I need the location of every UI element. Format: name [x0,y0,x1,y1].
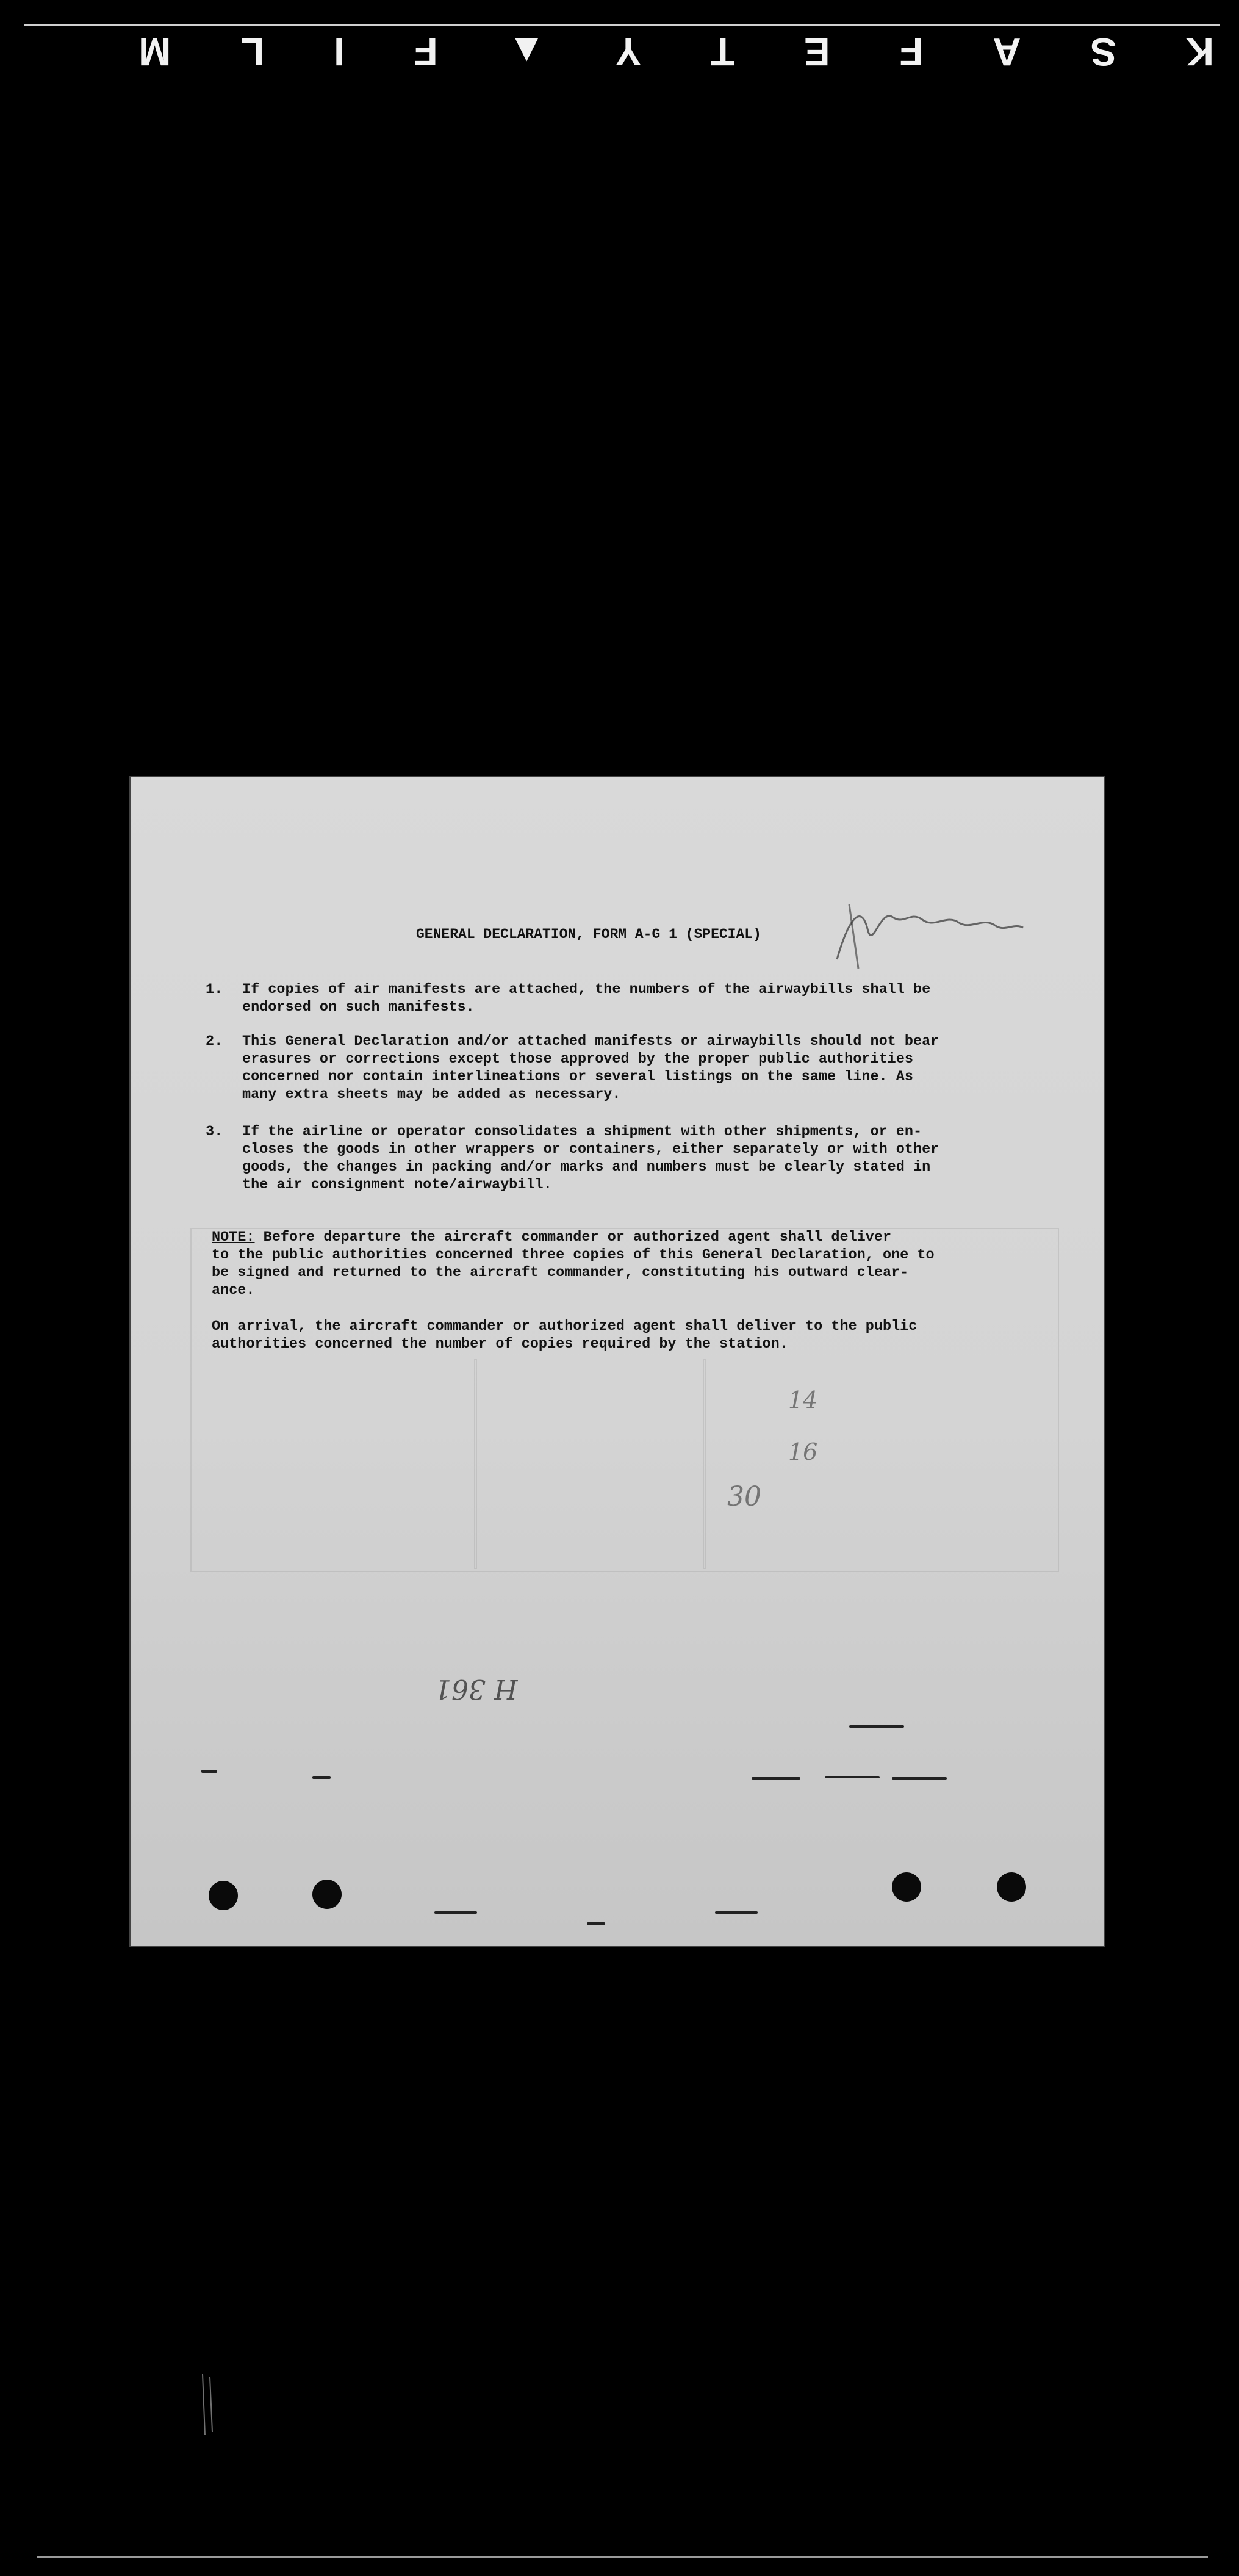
film-scratch [196,2374,221,2435]
scan-speck [587,1922,605,1925]
film-marking: K [1185,30,1214,74]
document-page [129,776,1105,1947]
item-text: If copies of air manifests are attached, the numbers of the airwaybills shall be endorsed on such manifests. [242,981,931,1016]
film-marking: T [711,30,735,74]
film-edge-line [24,24,1220,26]
item-text: If the airline or operator consolidates a shipment with other shipments, or en- closes the goods in other wrappers or containers, either separately or with other goods, the changes in packing and/or marks and numbers must be clearly stated in the air consignment note/airwaybill. [242,1124,939,1193]
scan-speck [312,1776,331,1779]
item-number: 3. [206,1124,223,1140]
show-through-rule [474,1359,477,1569]
note-label: NOTE: [212,1229,255,1246]
item-number: 2. [206,1033,223,1050]
note-text: Before departure the aircraft commander or authorized agent shall deliver to the public authorities concerned three copies of this General Declaration, one to be signed and returned to the aircraft commander, constituting his outward clear- ance. [212,1229,935,1299]
film-marking: Y [615,30,642,74]
punch-hole [209,1881,238,1910]
item-text: This General Declaration and/or attached manifests or airwaybills should not bear erasures or corrections except those approved by the proper public authorities concerned nor contain interlineations or several listings on the same line. As many extra sheets may be added as necessary. [242,1033,939,1103]
film-marking: ▲ [507,30,546,74]
scan-speck [849,1725,904,1728]
film-edge [0,0,1239,79]
item-number: 1. [206,981,223,998]
film-marking: A [993,30,1021,74]
punch-hole [997,1872,1026,1902]
show-through-mark: 14 [788,1387,818,1413]
show-through-mark: 16 [788,1438,818,1465]
scan-speck [892,1777,947,1780]
film-marking: F [899,30,924,74]
film-marking: E [803,30,830,74]
punch-hole [312,1880,342,1909]
film-edge-markings [18,29,1214,74]
punch-hole [892,1872,921,1902]
film-marking: F [414,30,438,74]
scan-speck [434,1911,477,1914]
scan-speck [715,1911,758,1914]
handwritten-signature [825,892,1026,972]
show-through-mark: H 361 [434,1673,518,1705]
show-through-rule [703,1359,706,1569]
scan-speck [825,1776,880,1778]
film-marking: S [1090,30,1116,74]
scan-speck [201,1770,217,1773]
show-through-mark: 30 [727,1481,761,1512]
film-edge-line [37,2556,1208,2558]
show-through-form-outline [190,1228,1059,1572]
arrival-paragraph: On arrival, the aircraft commander or authorized agent shall deliver to the public authorities concerned the number of copies required by the station. [212,1318,918,1352]
film-marking: L [240,30,265,74]
scan-speck [752,1777,800,1780]
film-marking: M [138,30,171,74]
document-title: GENERAL DECLARATION, FORM A-G 1 (SPECIAL) [416,926,761,942]
film-marking: I [334,30,345,74]
